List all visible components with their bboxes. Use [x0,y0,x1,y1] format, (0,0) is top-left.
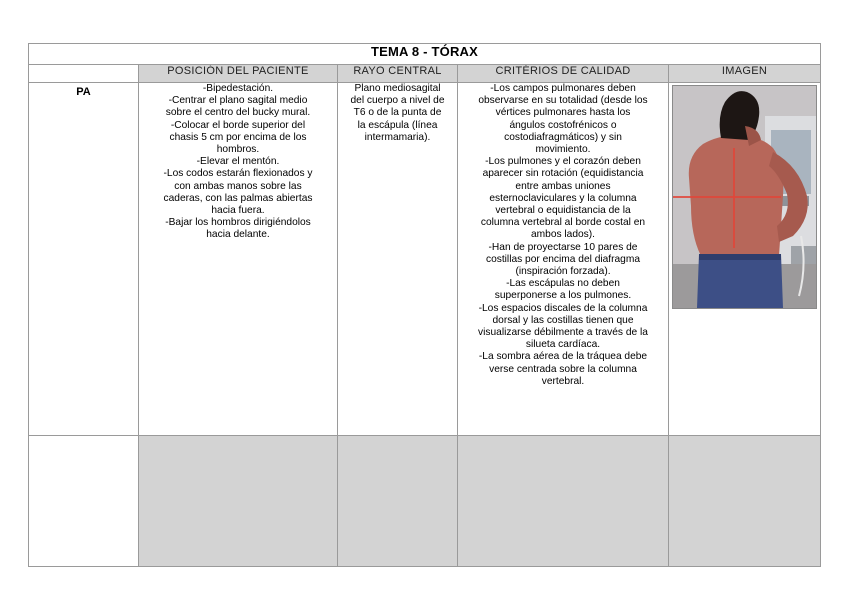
text-line: vértices pulmonares hasta los [495,107,631,119]
empty-posicion-cell [139,436,338,567]
row-label: PA [29,83,139,436]
text-line: (inspiración forzada). [515,266,611,278]
empty-criterios-cell [458,436,669,567]
text-line: la escápula (línea [357,119,438,131]
text-line: hacia delante. [206,229,270,241]
text-line: chasis 5 cm por encima de los [169,131,307,143]
table-title: TEMA 8 - TÓRAX [29,44,821,65]
text-line: aparecer sin rotación (equidistancia [482,168,644,180]
text-line: entre ambas uniones [515,180,611,192]
text-line: dorsal y las costillas tienen que [492,314,634,326]
text-line: con ambas manos sobre las [174,180,302,192]
text-line: verse centrada sobre la columna [489,363,637,375]
title-row [29,44,821,65]
header-row [29,65,821,83]
positioning-table [28,43,821,567]
text-line: esternoclaviculares y la columna [489,192,637,204]
criterios-text [458,83,668,388]
text-line: intermamaria). [364,131,431,143]
text-line: hacia fuera. [211,205,265,217]
text-line: del cuerpo a nivel de [350,95,445,107]
text-line: -Las escápulas no deben [506,278,620,290]
text-line: -Bipedestación. [202,83,274,94]
text-line: -Colocar el borde superior del [170,119,306,131]
text-line: sobre el centro del bucky mural. [165,107,311,119]
text-line: -Los codos estarán flexionados y [163,168,313,180]
text-line: -Los espacios discales de la columna [478,302,648,314]
rayo-text [338,83,457,144]
text-line: -Han de proyectarse 10 pares de [488,241,638,253]
text-line: T6 o de la punta de [353,107,442,119]
text-line: superponerse a los pulmones. [494,290,632,302]
table-row-empty [29,436,821,567]
text-line: ángulos costofrénicos o [509,119,617,131]
text-line: -Centrar el plano sagital medio [168,95,308,107]
criterios-cell [458,83,669,436]
posicion-cell [139,83,338,436]
empty-imagen-cell [669,436,821,567]
patient-positioning-photo-icon [672,85,817,309]
text-line: visualizarse débilmente a través de la [478,327,648,339]
text-line: vertebral. [541,375,585,387]
text-line: ambos lados). [531,229,595,241]
header-imagen: IMAGEN [669,65,821,83]
text-line: caderas, con las palmas abiertas [163,192,313,204]
empty-label-cell [29,436,139,567]
text-line: -Los campos pulmonares deben [490,83,636,94]
header-criterios: CRITÉRIOS DE CALIDAD [458,65,669,83]
text-line: Plano mediosagital [354,83,441,94]
text-line: silueta cardíaca. [525,339,601,351]
text-line: -Bajar los hombros dirigiéndolos [165,217,311,229]
text-line: costillas por encima del diafragma [485,253,641,265]
empty-rayo-cell [338,436,458,567]
text-line: movimiento. [535,144,591,156]
text-line: observarse en su totalidad (desde los [478,95,648,107]
header-posicion: POSICIÓN DEL PACIENTE [139,65,338,83]
text-line: columna vertebral al borde costal en [480,217,646,229]
rayo-cell [338,83,458,436]
text-line: -Los pulmones y el corazón deben [485,156,641,168]
text-line: costodiafragmáticos) y sin [504,131,622,143]
header-rayo-central: RAYO CENTRAL [338,65,458,83]
text-line: vertebral o equidistancia de la [495,205,631,217]
posicion-text [139,83,337,242]
header-blank-cell [29,65,139,83]
imagen-cell [669,83,821,436]
table-row-pa [29,83,821,436]
text-line: hombros. [216,144,260,156]
text-line: -Elevar el mentón. [196,156,280,168]
text-line: -La sombra aérea de la tráquea debe [478,351,648,363]
